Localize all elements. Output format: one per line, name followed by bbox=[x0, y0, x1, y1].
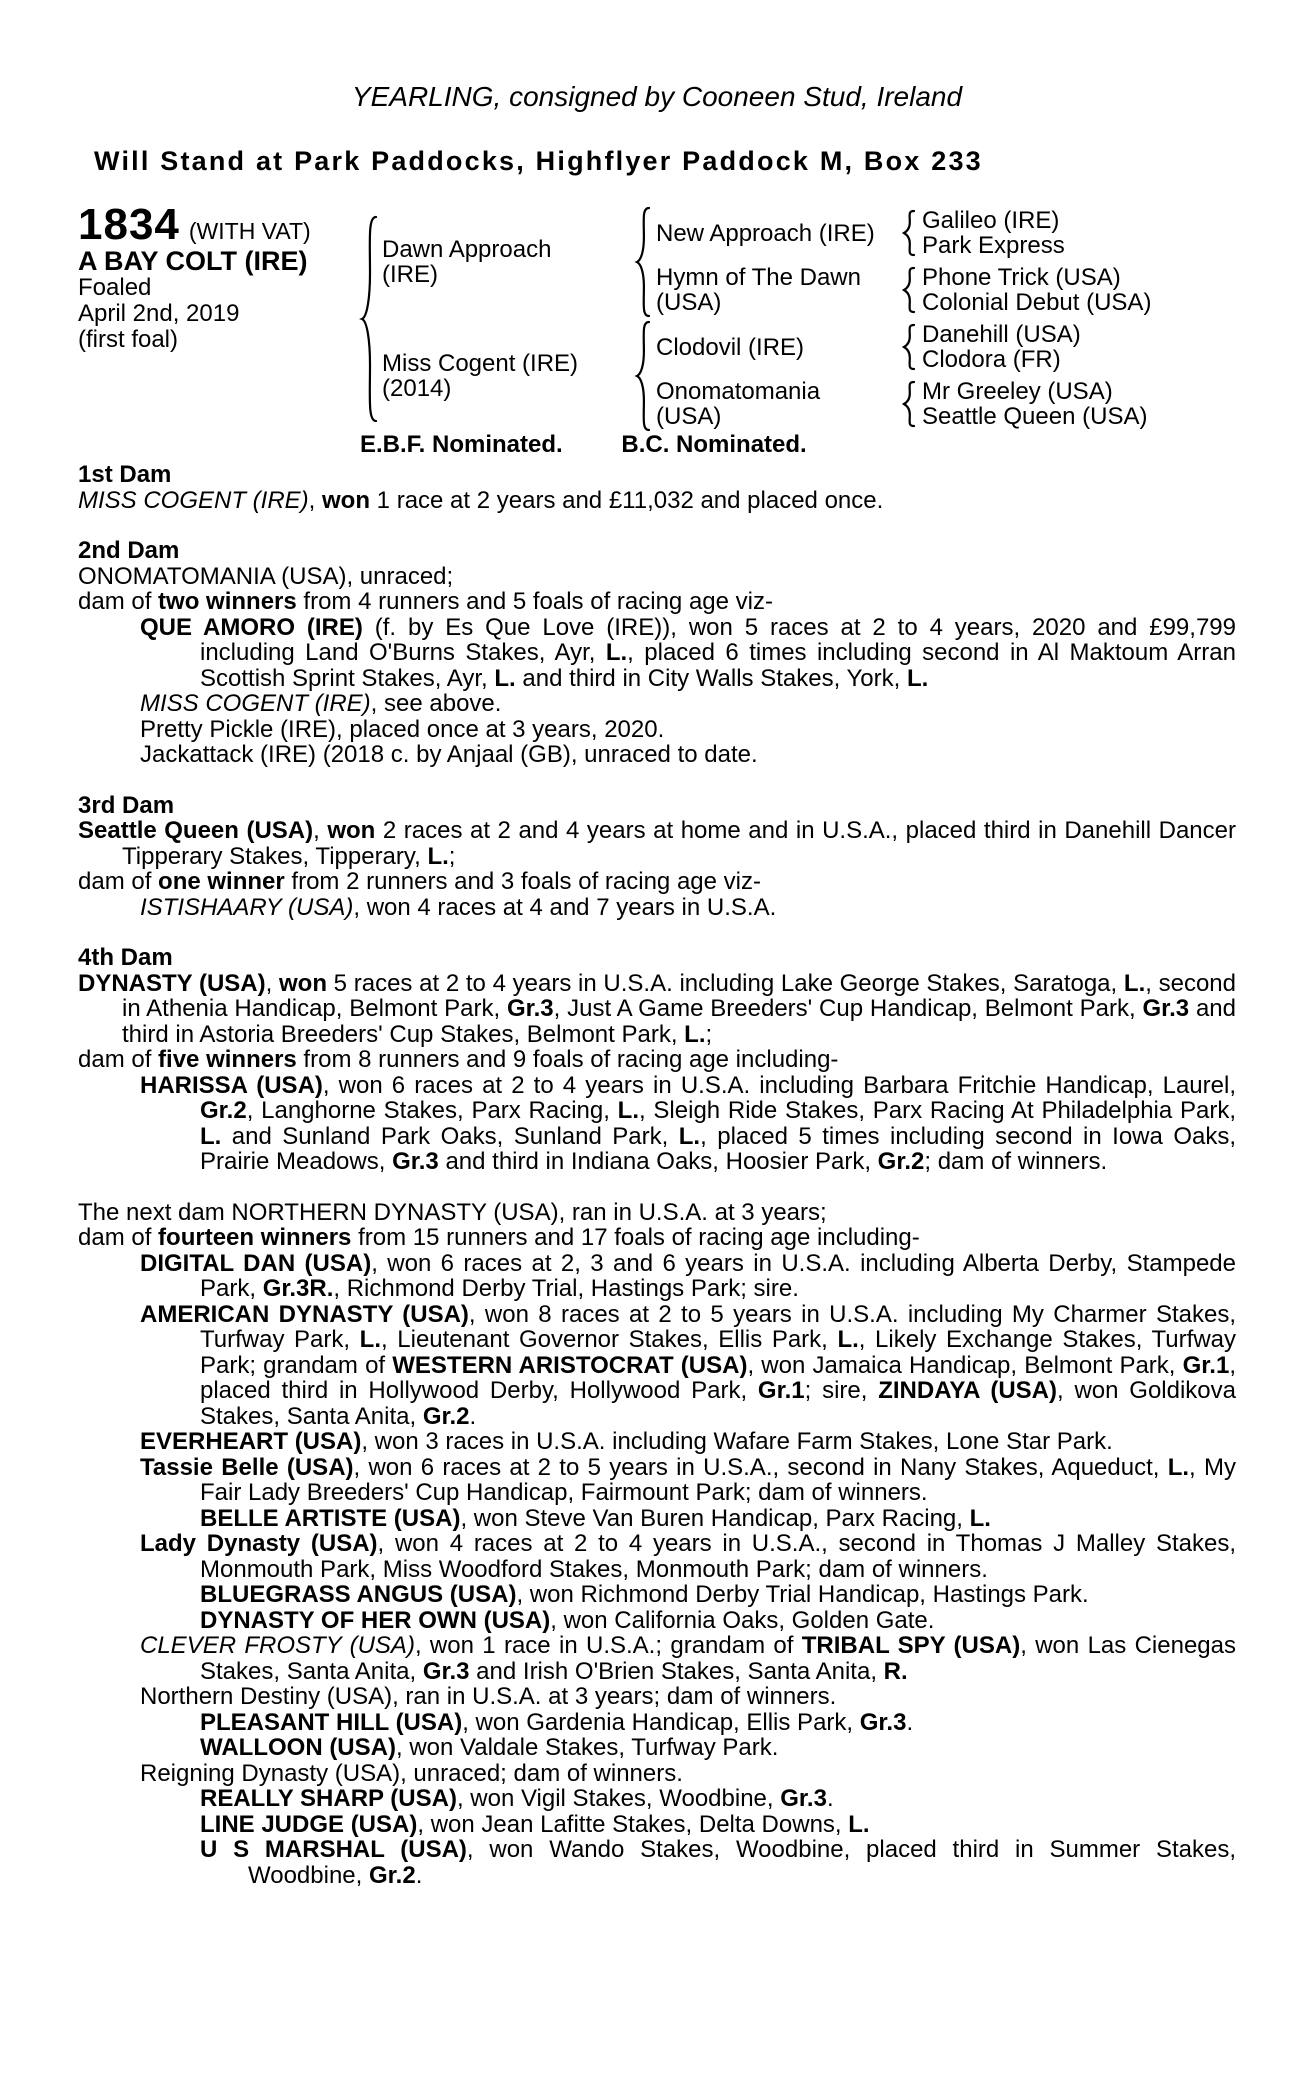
text-run: , won 6 races at 2 to 4 years in U.S.A. including Barbara Fritchie Handicap, Laurel, bbox=[322, 1071, 1236, 1099]
text-run: , won 3 races in U.S.A. including Wafare Farm Stakes, Lone Star Park. bbox=[361, 1428, 1113, 1455]
great-grandparent-pair bbox=[922, 265, 1236, 315]
pedigree-paragraph bbox=[78, 869, 1236, 895]
pedigree-brace bbox=[896, 322, 922, 372]
text-run: , won 4 races at 4 and 7 years in U.S.A. bbox=[353, 893, 777, 921]
pedigree-brace bbox=[356, 208, 382, 429]
text-run: ONOMATOMANIA (USA), unraced; bbox=[78, 562, 454, 590]
text-run: ZINDAYA (USA) bbox=[878, 1377, 1058, 1404]
text-run: and third in City Walls Stakes, York, bbox=[515, 664, 907, 692]
dam-name-line: Miss Cogent (IRE) bbox=[382, 349, 579, 377]
text-run: , placed 6 times including second in Al Maktoum Arran Scottish Sprint Stakes, Ayr, bbox=[200, 639, 1236, 692]
text-run: , won California Oaks, Golden Gate. bbox=[550, 1606, 935, 1634]
great-grandparent-name: Mr Greeley (USA) bbox=[922, 378, 1113, 405]
text-run: L. bbox=[969, 1504, 991, 1532]
great-grandparent-pair bbox=[922, 322, 1236, 372]
text-run: , won Valdale Stakes, Turfway Park. bbox=[395, 1734, 779, 1761]
text-run: won bbox=[327, 817, 376, 844]
text-run: Gr.1 bbox=[1182, 1351, 1230, 1379]
pedigree-brace bbox=[630, 208, 656, 315]
text-run: Gr.3 bbox=[422, 1657, 470, 1685]
text-run: L. bbox=[678, 1122, 701, 1150]
pedigree-paragraph bbox=[78, 1047, 1236, 1073]
text-run: . bbox=[415, 1861, 423, 1889]
dam-section bbox=[78, 1200, 1236, 1889]
pedigree-paragraph bbox=[78, 1073, 1236, 1175]
text-run: Jackattack (IRE) (2018 c. by Anjaal (GB), unraced to date. bbox=[140, 741, 758, 768]
text-run: and third in Indiana Oaks, Hoosier Park, bbox=[438, 1148, 878, 1175]
text-run: , won Jean Lafitte Stakes, Delta Downs, bbox=[417, 1810, 849, 1838]
great-grandparent-pair bbox=[922, 379, 1236, 429]
text-run: and Sunland Park Oaks, Sunland Park, bbox=[221, 1122, 679, 1150]
pedigree-paragraph bbox=[78, 691, 1236, 717]
text-run: . bbox=[469, 1402, 477, 1430]
nominations-line bbox=[78, 432, 1236, 458]
pedigree-paragraph bbox=[78, 1735, 1236, 1761]
pedigree-brace bbox=[630, 322, 656, 429]
grandparent-name-line: (USA) bbox=[656, 403, 722, 430]
lot-number-row bbox=[78, 200, 356, 249]
pedigree-paragraph bbox=[78, 1302, 1236, 1430]
text-run: , won 4 races at 2 to 4 years in U.S.A., second in Thomas J Malley Stakes, Monmouth Park, Miss Woodford Stakes, Monmouth Park; dam of winners. bbox=[200, 1530, 1236, 1583]
dam-name bbox=[382, 322, 630, 429]
text-run: (f. by Es Que Love (IRE)), won 5 races at 2 to 4 years, 2020 and £99,799 including Land O'Burns Stakes, Ayr, bbox=[200, 613, 1236, 666]
text-run: , Langhorne Stakes, Parx Racing, bbox=[246, 1097, 618, 1124]
section-heading: 1st Dam bbox=[78, 461, 172, 488]
text-run: Gr.3 bbox=[506, 995, 554, 1022]
catalogue-page bbox=[78, 82, 1236, 1888]
text-run: L. bbox=[1123, 969, 1146, 997]
text-run: , second in Athenia Handicap, Belmont Park, bbox=[122, 969, 1236, 1022]
text-run: from 2 runners and 3 foals of racing age viz- bbox=[284, 868, 761, 895]
pedigree-paragraph bbox=[78, 564, 1236, 590]
text-run: Reigning Dynasty (USA), unraced; dam of winners. bbox=[140, 1759, 683, 1787]
text-run: LINE JUDGE (USA) bbox=[200, 1810, 418, 1838]
lot-number: 1834 bbox=[78, 200, 180, 249]
grandparent-name bbox=[656, 379, 896, 429]
great-grandparent-name: Danehill (USA) bbox=[922, 321, 1081, 348]
text-run: , won 8 races at 2 to 5 years in U.S.A. including My Charmer Stakes, Turfway Park, bbox=[200, 1300, 1236, 1353]
pedigree-paragraph bbox=[78, 1429, 1236, 1455]
text-run: TRIBAL SPY (USA) bbox=[801, 1632, 1021, 1659]
text-run: and Irish O'Brien Stakes, Santa Anita, bbox=[469, 1657, 884, 1685]
text-run: , Sleigh Ride Stakes, Parx Racing At Philadelphia Park, bbox=[639, 1097, 1236, 1124]
text-run: , won 1 race in U.S.A.; grandam of bbox=[414, 1632, 802, 1659]
text-run: from 4 runners and 5 foals of racing age viz- bbox=[296, 588, 773, 615]
dam-sections bbox=[78, 462, 1236, 1888]
pedigree-paragraph bbox=[78, 1761, 1236, 1787]
pedigree-paragraph bbox=[78, 615, 1236, 692]
text-run: AMERICAN DYNASTY (USA) bbox=[140, 1300, 469, 1328]
great-grandparent-name: Galileo (IRE) bbox=[922, 207, 1060, 234]
text-run: PLEASANT HILL (USA) bbox=[200, 1708, 463, 1736]
text-run: ISTISHAARY (USA) bbox=[140, 893, 354, 921]
pedigree-paragraph bbox=[78, 1455, 1236, 1506]
pedigree-paragraph bbox=[78, 1506, 1236, 1532]
grandparent-name-line: (USA) bbox=[656, 289, 722, 316]
text-run: EVERHEART (USA) bbox=[140, 1428, 362, 1455]
pedigree-paragraph bbox=[78, 1684, 1236, 1710]
text-run: . bbox=[906, 1708, 914, 1736]
text-run: . bbox=[826, 1785, 834, 1812]
text-run: dam of bbox=[78, 588, 159, 615]
text-run: Gr.3 bbox=[859, 1708, 907, 1736]
foaled-label: Foaled bbox=[78, 274, 152, 301]
grandparent-name bbox=[656, 322, 896, 372]
text-run: Northern Destiny (USA), ran in U.S.A. at 3 years; dam of winners. bbox=[140, 1683, 837, 1710]
text-run: dam of bbox=[78, 868, 159, 895]
text-run: Gr.2 bbox=[368, 1861, 416, 1889]
text-run: Gr.2 bbox=[877, 1148, 925, 1175]
pedigree-paragraph bbox=[78, 717, 1236, 743]
pedigree-paragraph bbox=[78, 1837, 1236, 1888]
dam-section bbox=[78, 793, 1236, 921]
pedigree-paragraph bbox=[78, 895, 1236, 921]
pedigree-paragraph bbox=[78, 818, 1236, 869]
pedigree-paragraph bbox=[78, 971, 1236, 1048]
pedigree-paragraph bbox=[78, 589, 1236, 615]
text-run: 1 race at 2 years and £11,032 and placed once. bbox=[370, 486, 884, 514]
lot-description: A BAY COLT (IRE) bbox=[78, 246, 308, 276]
text-run: The next dam NORTHERN DYNASTY (USA), ran in U.S.A. at 3 years; bbox=[78, 1198, 827, 1226]
ebf-nominated-label: E.B.F. Nominated. bbox=[360, 431, 563, 458]
text-run: fourteen winners bbox=[158, 1224, 352, 1251]
text-run: dam of bbox=[78, 1046, 159, 1073]
text-run: won bbox=[322, 486, 371, 514]
text-run: , won Jamaica Handicap, Belmont Park, bbox=[747, 1351, 1183, 1379]
text-run: Tassie Belle (USA) bbox=[140, 1453, 354, 1481]
text-run: , Likely Exchange Stakes, Turfway Park; grandam of bbox=[200, 1326, 1236, 1379]
pedigree-brace bbox=[896, 208, 922, 258]
text-run: L. bbox=[906, 664, 929, 692]
section-heading: 3rd Dam bbox=[78, 791, 175, 819]
text-run: ; dam of winners. bbox=[924, 1148, 1108, 1175]
stand-location-line: Will Stand at Park Paddocks, Highflyer Paddock M, Box 233 bbox=[94, 146, 983, 176]
text-run: , Richmond Derby Trial, Hastings Park; sire. bbox=[333, 1275, 799, 1302]
text-run: , My Fair Lady Breeders' Cup Handicap, Fairmount Park; dam of winners. bbox=[200, 1453, 1236, 1506]
text-run: ; bbox=[705, 1020, 713, 1048]
text-run: WESTERN ARISTOCRAT (USA) bbox=[392, 1351, 748, 1379]
text-run: QUE AMORO (IRE) bbox=[140, 613, 363, 641]
text-run: Seattle Queen (USA) bbox=[78, 817, 314, 844]
text-run: L. bbox=[617, 1097, 639, 1124]
dam-section bbox=[78, 538, 1236, 768]
pedigree-paragraph bbox=[78, 1251, 1236, 1302]
grandparent-name-line: New Approach (IRE) bbox=[656, 219, 875, 247]
text-run: , Just A Game Breeders' Cup Handicap, Belmont Park, bbox=[553, 995, 1143, 1022]
dam-name-line: (2014) bbox=[382, 374, 452, 402]
text-run: , won Gardenia Handicap, Ellis Park, bbox=[462, 1708, 860, 1736]
pedigree-paragraph bbox=[78, 1608, 1236, 1634]
text-run: ; bbox=[448, 842, 456, 870]
text-run: five winners bbox=[158, 1046, 297, 1073]
text-run: ; sire, bbox=[804, 1377, 879, 1404]
consignor-line: YEARLING, consigned by Cooneen Stud, Ireland bbox=[351, 81, 963, 112]
vat-note: (WITH VAT) bbox=[188, 218, 311, 244]
great-grandparent-pair bbox=[922, 208, 1236, 258]
text-run: DYNASTY OF HER OWN (USA) bbox=[200, 1606, 551, 1634]
text-run: HARISSA (USA) bbox=[140, 1071, 323, 1099]
text-run: from 8 runners and 9 foals of racing age including- bbox=[296, 1046, 839, 1073]
great-grandparent-name: Clodora (FR) bbox=[922, 346, 1061, 373]
pedigree-paragraph bbox=[78, 742, 1236, 768]
text-run: Gr.3 bbox=[780, 1785, 827, 1812]
text-run: DYNASTY (USA) bbox=[78, 969, 266, 997]
text-run: from 15 runners and 17 foals of racing age including- bbox=[351, 1224, 920, 1251]
text-run: dam of bbox=[78, 1224, 159, 1251]
great-grandparent-name: Seattle Queen (USA) bbox=[922, 403, 1148, 430]
grandparent-name bbox=[656, 265, 896, 315]
text-run: Gr.3 bbox=[392, 1148, 439, 1175]
text-run: won bbox=[278, 969, 327, 997]
text-run: L. bbox=[837, 1326, 859, 1353]
text-run: L. bbox=[200, 1122, 222, 1150]
text-run: R. bbox=[883, 1657, 908, 1685]
pedigree-table bbox=[78, 200, 1236, 430]
text-run: Gr.2 bbox=[200, 1097, 247, 1124]
text-run: , won Wando Stakes, Woodbine, placed third in Summer Stakes, Woodbine, bbox=[248, 1836, 1236, 1889]
grandparent-name-line: Onomatomania bbox=[656, 378, 821, 405]
section-heading: 2nd Dam bbox=[78, 537, 180, 564]
text-run: Gr.1 bbox=[757, 1377, 805, 1404]
text-run: , won 6 races at 2 to 5 years in U.S.A., second in Nany Stakes, Aqueduct, bbox=[353, 1453, 1168, 1481]
pedigree-paragraph bbox=[78, 1812, 1236, 1838]
text-run: , Lieutenant Governor Stakes, Ellis Park, bbox=[381, 1326, 838, 1353]
text-run: WALLOON (USA) bbox=[200, 1734, 396, 1761]
great-grandparent-name: Phone Trick (USA) bbox=[922, 264, 1121, 291]
text-run: DIGITAL DAN (USA) bbox=[140, 1249, 372, 1277]
text-run: 2 races at 2 and 4 years at home and in U.S.A., placed third in Danehill Dancer Tipperary Stakes, Tipperary, bbox=[122, 817, 1236, 870]
pedigree-paragraph bbox=[78, 1633, 1236, 1684]
dam-section bbox=[78, 462, 1236, 513]
pedigree-paragraph bbox=[78, 1225, 1236, 1251]
grandparent-name-line: Hymn of The Dawn bbox=[656, 264, 861, 291]
sire-name bbox=[382, 208, 630, 315]
text-run: one winner bbox=[158, 868, 285, 895]
foaled-date: April 2nd, 2019 bbox=[78, 300, 240, 327]
text-run: , placed 5 times including second in Iowa Oaks, Prairie Meadows, bbox=[200, 1122, 1236, 1175]
text-run: , see above. bbox=[370, 690, 502, 717]
text-run: REALLY SHARP (USA) bbox=[200, 1785, 457, 1812]
pedigree-paragraph bbox=[78, 1710, 1236, 1736]
dam-section bbox=[78, 945, 1236, 1175]
pedigree-paragraph bbox=[78, 488, 1236, 514]
text-run: , won Goldikova Stakes, Santa Anita, bbox=[200, 1377, 1236, 1430]
great-grandparent-name: Park Express bbox=[922, 232, 1065, 259]
text-run: L. bbox=[1167, 1453, 1190, 1481]
text-run: Gr.3 bbox=[1142, 995, 1190, 1022]
text-run: L. bbox=[848, 1810, 870, 1838]
pedigree-paragraph bbox=[78, 1786, 1236, 1812]
text-run: , won Las Cienegas Stakes, Santa Anita, bbox=[200, 1632, 1237, 1685]
text-run: , won 6 races at 2, 3 and 6 years in U.S.A. including Alberta Derby, Stampede Park, bbox=[200, 1249, 1236, 1302]
text-run: L. bbox=[684, 1020, 706, 1048]
text-run: L. bbox=[359, 1326, 381, 1353]
text-run: and third in Astoria Breeders' Cup Stakes, Belmont Park, bbox=[122, 995, 1236, 1048]
text-run: MISS COGENT (IRE) bbox=[140, 690, 371, 717]
text-run: two winners bbox=[158, 588, 297, 615]
text-run: , bbox=[265, 969, 279, 997]
text-run: Lady Dynasty (USA) bbox=[140, 1530, 378, 1557]
text-run: L. bbox=[605, 639, 628, 666]
pedigree-paragraph bbox=[78, 1531, 1236, 1582]
section-heading: 4th Dam bbox=[78, 944, 173, 971]
text-run: Pretty Pickle (IRE), placed once at 3 years, 2020. bbox=[140, 715, 665, 743]
pedigree-paragraph bbox=[78, 1582, 1236, 1608]
text-run: Gr.2 bbox=[422, 1402, 470, 1430]
grandparent-name bbox=[656, 208, 896, 258]
text-run: , placed third in Hollywood Derby, Hollywood Park, bbox=[200, 1351, 1236, 1404]
sire-name-line: Dawn Approach bbox=[382, 235, 552, 263]
text-run: L. bbox=[427, 842, 449, 870]
sire-name-line: (IRE) bbox=[382, 260, 438, 288]
lot-info bbox=[78, 200, 356, 429]
text-run: , won Richmond Derby Trial Handicap, Hastings Park. bbox=[516, 1581, 1089, 1608]
pedigree-brace bbox=[896, 379, 922, 429]
foal-note: (first foal) bbox=[78, 326, 179, 353]
text-run: , won Steve Van Buren Handicap, Parx Racing, bbox=[460, 1504, 970, 1532]
text-run: 5 races at 2 to 4 years in U.S.A. including Lake George Stakes, Saratoga, bbox=[326, 969, 1124, 997]
text-run: Gr.3R. bbox=[262, 1275, 334, 1302]
text-run: U S MARSHAL (USA) bbox=[200, 1836, 467, 1863]
text-run: L. bbox=[494, 664, 516, 692]
text-run: , bbox=[313, 817, 328, 844]
grandparent-name-line: Clodovil (IRE) bbox=[656, 333, 805, 361]
text-run: BLUEGRASS ANGUS (USA) bbox=[200, 1581, 517, 1608]
text-run: , bbox=[308, 486, 323, 514]
text-run: MISS COGENT (IRE) bbox=[78, 486, 309, 514]
text-run: BELLE ARTISTE (USA) bbox=[200, 1504, 461, 1532]
pedigree-paragraph bbox=[78, 1200, 1236, 1226]
great-grandparent-name: Colonial Debut (USA) bbox=[922, 289, 1152, 316]
bc-nominated-label: B.C. Nominated. bbox=[621, 431, 807, 458]
text-run: , won Vigil Stakes, Woodbine, bbox=[456, 1785, 781, 1812]
pedigree-brace bbox=[896, 265, 922, 315]
text-run: CLEVER FROSTY (USA) bbox=[140, 1632, 415, 1659]
